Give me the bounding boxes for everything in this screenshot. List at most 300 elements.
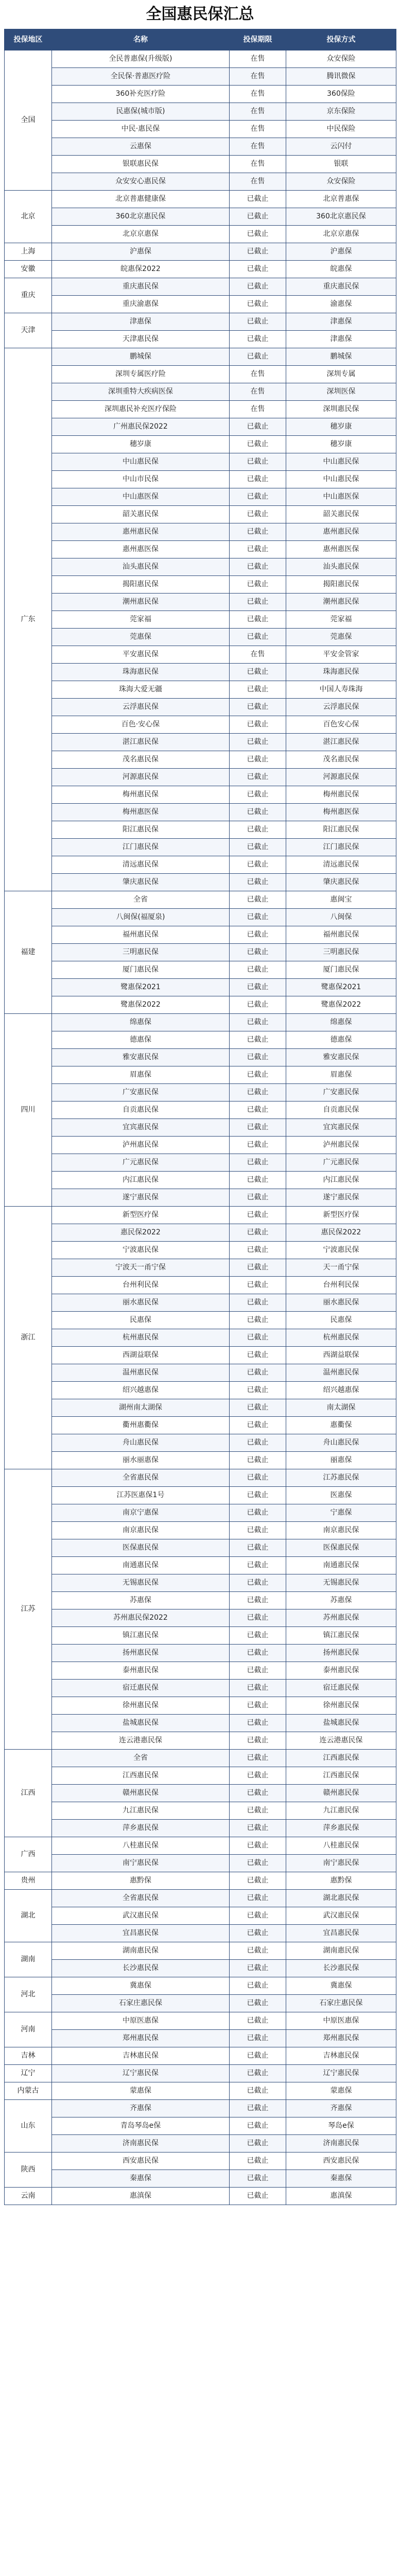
table-row bbox=[5, 1364, 396, 1382]
table-row bbox=[5, 226, 396, 243]
name-cell: 西湖益联保 bbox=[52, 1347, 230, 1364]
method-cell: 湖北惠民保 bbox=[286, 1890, 396, 1907]
name-cell: 360北京惠民保 bbox=[52, 208, 230, 226]
term-cell: 已截止 bbox=[230, 1609, 286, 1627]
term-cell: 已截止 bbox=[230, 2065, 286, 2082]
table-row bbox=[5, 1014, 396, 1031]
table-row bbox=[5, 1101, 396, 1119]
name-cell: 穗岁康 bbox=[52, 436, 230, 453]
method-cell: 萍乡惠民保 bbox=[286, 1820, 396, 1837]
name-cell: 青岛琴岛e保 bbox=[52, 2117, 230, 2135]
name-cell: 湛江惠民保 bbox=[52, 734, 230, 751]
table-row bbox=[5, 769, 396, 786]
term-cell: 已截止 bbox=[230, 2170, 286, 2188]
method-cell: 北京京惠保 bbox=[286, 226, 396, 243]
name-cell: 重庆惠民保 bbox=[52, 278, 230, 296]
table-row bbox=[5, 611, 396, 629]
method-cell: 渝惠保 bbox=[286, 296, 396, 313]
term-cell: 已截止 bbox=[230, 769, 286, 786]
table-row bbox=[5, 331, 396, 348]
method-cell: 腾讯微保 bbox=[286, 68, 396, 86]
term-cell: 已截止 bbox=[230, 1084, 286, 1101]
name-cell: 鹭惠保2021 bbox=[52, 979, 230, 996]
term-cell: 已截止 bbox=[230, 2030, 286, 2047]
name-cell: 汕头惠民保 bbox=[52, 558, 230, 576]
name-cell: 全民保·普惠医疗险 bbox=[52, 68, 230, 86]
method-cell: 揭阳惠民保 bbox=[286, 576, 396, 594]
method-cell: 杭州惠民保 bbox=[286, 1329, 396, 1347]
term-cell: 已截止 bbox=[230, 2047, 286, 2065]
name-cell: 皖惠保2022 bbox=[52, 261, 230, 278]
method-cell: 清远惠民保 bbox=[286, 856, 396, 874]
method-cell: 温州惠民保 bbox=[286, 1364, 396, 1382]
table-row bbox=[5, 2135, 396, 2153]
method-cell: 鹭惠保2022 bbox=[286, 996, 396, 1014]
name-cell: 杭州惠民保 bbox=[52, 1329, 230, 1347]
name-cell: 萍乡惠民保 bbox=[52, 1820, 230, 1837]
term-cell: 已截止 bbox=[230, 576, 286, 594]
table-row bbox=[5, 1890, 396, 1907]
method-cell: 湖南惠民保 bbox=[286, 1942, 396, 1960]
table-row bbox=[5, 1119, 396, 1137]
method-cell: 丽水惠民保 bbox=[286, 1294, 396, 1312]
name-cell: 百色·安心保 bbox=[52, 716, 230, 734]
table-row bbox=[5, 594, 396, 611]
table-row bbox=[5, 699, 396, 716]
table-row bbox=[5, 996, 396, 1014]
term-cell: 已截止 bbox=[230, 1767, 286, 1785]
method-cell: 吉林惠民保 bbox=[286, 2047, 396, 2065]
table-row bbox=[5, 1557, 396, 1574]
method-cell: 众安保险 bbox=[286, 50, 396, 68]
term-cell: 已截止 bbox=[230, 1907, 286, 1925]
region-cell: 吉林 bbox=[5, 2047, 52, 2065]
name-cell: 九江惠民保 bbox=[52, 1802, 230, 1820]
term-cell: 已截止 bbox=[230, 1645, 286, 1662]
term-cell: 已截止 bbox=[230, 1820, 286, 1837]
table-row bbox=[5, 50, 396, 68]
region-cell: 河北 bbox=[5, 1977, 52, 2012]
term-cell: 在售 bbox=[230, 68, 286, 86]
table-row bbox=[5, 1977, 396, 1995]
table-row bbox=[5, 576, 396, 594]
term-cell: 已截止 bbox=[230, 2153, 286, 2170]
name-cell: 银联惠民保 bbox=[52, 156, 230, 173]
term-cell: 已截止 bbox=[230, 1137, 286, 1154]
name-cell: 镇江惠民保 bbox=[52, 1627, 230, 1645]
table-row bbox=[5, 488, 396, 506]
table-row bbox=[5, 2153, 396, 2170]
region-cell: 山东 bbox=[5, 2100, 52, 2153]
table-row bbox=[5, 681, 396, 699]
name-cell: 北京普惠健康保 bbox=[52, 191, 230, 208]
table-row bbox=[5, 138, 396, 156]
name-cell: 德惠保 bbox=[52, 1031, 230, 1049]
method-cell: 徐州惠民保 bbox=[286, 1697, 396, 1715]
method-cell: 江门惠民保 bbox=[286, 839, 396, 856]
method-cell: 津惠保 bbox=[286, 331, 396, 348]
name-cell: 全省 bbox=[52, 1750, 230, 1767]
method-cell: 银联 bbox=[286, 156, 396, 173]
region-cell: 重庆 bbox=[5, 278, 52, 313]
method-cell: 八桂惠民保 bbox=[286, 1837, 396, 1855]
table-body bbox=[5, 50, 396, 2205]
table-row bbox=[5, 839, 396, 856]
table-row bbox=[5, 523, 396, 541]
term-cell: 已截止 bbox=[230, 1662, 286, 1680]
name-cell: 长沙惠民保 bbox=[52, 1960, 230, 1977]
method-cell: 丽惠保 bbox=[286, 1452, 396, 1469]
table-row bbox=[5, 1750, 396, 1767]
term-cell: 在售 bbox=[230, 50, 286, 68]
method-cell: 石家庄惠民保 bbox=[286, 1995, 396, 2012]
term-cell: 在售 bbox=[230, 646, 286, 664]
name-cell: 郑州惠民保 bbox=[52, 2030, 230, 2047]
table-row bbox=[5, 646, 396, 664]
method-cell: 齐惠保 bbox=[286, 2100, 396, 2117]
name-cell: 泸州惠民保 bbox=[52, 1137, 230, 1154]
term-cell: 已截止 bbox=[230, 1802, 286, 1820]
region-cell: 江苏 bbox=[5, 1469, 52, 1750]
name-cell: 宁波惠民保 bbox=[52, 1242, 230, 1259]
term-cell: 已截止 bbox=[230, 1382, 286, 1399]
name-cell: 宿迁惠民保 bbox=[52, 1680, 230, 1697]
method-cell: 医惠保 bbox=[286, 1487, 396, 1504]
table-row bbox=[5, 103, 396, 121]
name-cell: 广安惠民保 bbox=[52, 1084, 230, 1101]
table-row bbox=[5, 2030, 396, 2047]
term-cell: 已截止 bbox=[230, 313, 286, 331]
method-cell: 鹭惠保2021 bbox=[286, 979, 396, 996]
table-row bbox=[5, 1031, 396, 1049]
table-row bbox=[5, 1995, 396, 2012]
table-row bbox=[5, 1837, 396, 1855]
table-row bbox=[5, 1767, 396, 1785]
name-cell: 茂名惠民保 bbox=[52, 751, 230, 769]
term-cell: 已截止 bbox=[230, 1750, 286, 1767]
method-cell: 皖惠保 bbox=[286, 261, 396, 278]
table-row bbox=[5, 1312, 396, 1329]
method-cell: 津惠保 bbox=[286, 313, 396, 331]
method-cell: 内江惠民保 bbox=[286, 1172, 396, 1189]
name-cell: 西安惠民保 bbox=[52, 2153, 230, 2170]
method-cell: 镇江惠民保 bbox=[286, 1627, 396, 1645]
name-cell: 广州惠民保2022 bbox=[52, 418, 230, 436]
method-cell: 新型医疗保 bbox=[286, 1207, 396, 1224]
term-cell: 已截止 bbox=[230, 1977, 286, 1995]
name-cell: 韶关惠民保 bbox=[52, 506, 230, 523]
name-cell: 自贡惠民保 bbox=[52, 1101, 230, 1119]
term-cell: 已截止 bbox=[230, 1399, 286, 1417]
method-cell: 莞惠保 bbox=[286, 629, 396, 646]
method-cell: 琴岛e保 bbox=[286, 2117, 396, 2135]
table-row bbox=[5, 208, 396, 226]
name-cell: 全省惠民保 bbox=[52, 1890, 230, 1907]
term-cell: 已截止 bbox=[230, 471, 286, 488]
term-cell: 已截止 bbox=[230, 2012, 286, 2030]
method-cell: 莞家福 bbox=[286, 611, 396, 629]
table-row bbox=[5, 453, 396, 471]
method-cell: 京东保险 bbox=[286, 103, 396, 121]
method-cell: 辽宁惠民保 bbox=[286, 2065, 396, 2082]
term-cell: 已截止 bbox=[230, 523, 286, 541]
term-cell: 已截止 bbox=[230, 1890, 286, 1907]
name-cell: 全省 bbox=[52, 891, 230, 909]
name-cell: 莞家福 bbox=[52, 611, 230, 629]
table-row bbox=[5, 1382, 396, 1399]
method-cell: 苏州惠民保 bbox=[286, 1609, 396, 1627]
name-cell: 医保惠民保 bbox=[52, 1539, 230, 1557]
table-row bbox=[5, 1242, 396, 1259]
method-cell: 茂名惠民保 bbox=[286, 751, 396, 769]
method-cell: 深圳惠民保 bbox=[286, 401, 396, 418]
name-cell: 惠州惠医保 bbox=[52, 541, 230, 558]
region-cell: 贵州 bbox=[5, 1872, 52, 1890]
name-cell: 揭阳惠民保 bbox=[52, 576, 230, 594]
table-row bbox=[5, 2082, 396, 2100]
table-row bbox=[5, 1469, 396, 1487]
name-cell: 舟山惠民保 bbox=[52, 1434, 230, 1452]
term-cell: 已截止 bbox=[230, 1715, 286, 1732]
table-row bbox=[5, 1452, 396, 1469]
name-cell: 连云港惠民保 bbox=[52, 1732, 230, 1750]
header-method: 投保方式 bbox=[286, 29, 396, 50]
method-cell: 惠衢保 bbox=[286, 1417, 396, 1434]
table-row bbox=[5, 1189, 396, 1207]
term-cell: 已截止 bbox=[230, 1574, 286, 1592]
method-cell: 惠民保2022 bbox=[286, 1224, 396, 1242]
term-cell: 已截止 bbox=[230, 1504, 286, 1522]
name-cell: 赣州惠民保 bbox=[52, 1785, 230, 1802]
name-cell: 惠州惠民保 bbox=[52, 523, 230, 541]
name-cell: 泰州惠民保 bbox=[52, 1662, 230, 1680]
name-cell: 云浮惠民保 bbox=[52, 699, 230, 716]
table-row bbox=[5, 506, 396, 523]
term-cell: 已截止 bbox=[230, 594, 286, 611]
method-cell: 扬州惠民保 bbox=[286, 1645, 396, 1662]
table-row bbox=[5, 1802, 396, 1820]
table-row bbox=[5, 2065, 396, 2082]
term-cell: 已截止 bbox=[230, 1277, 286, 1294]
term-cell: 已截止 bbox=[230, 786, 286, 804]
term-cell: 已截止 bbox=[230, 891, 286, 909]
table-row bbox=[5, 2012, 396, 2030]
table-row bbox=[5, 1224, 396, 1242]
table-row bbox=[5, 191, 396, 208]
table-row bbox=[5, 786, 396, 804]
table-row bbox=[5, 1066, 396, 1084]
table-row bbox=[5, 1172, 396, 1189]
name-cell: 南京宁惠保 bbox=[52, 1504, 230, 1522]
term-cell: 在售 bbox=[230, 383, 286, 401]
name-cell: 民惠保 bbox=[52, 1312, 230, 1329]
name-cell: 珠海大爱无疆 bbox=[52, 681, 230, 699]
table-row bbox=[5, 86, 396, 103]
term-cell: 已截止 bbox=[230, 1242, 286, 1259]
name-cell: 扬州惠民保 bbox=[52, 1645, 230, 1662]
table-row bbox=[5, 401, 396, 418]
term-cell: 已截止 bbox=[230, 716, 286, 734]
term-cell: 已截止 bbox=[230, 821, 286, 839]
table-row bbox=[5, 856, 396, 874]
term-cell: 已截止 bbox=[230, 996, 286, 1014]
term-cell: 在售 bbox=[230, 401, 286, 418]
method-cell: 天一甬宁保 bbox=[286, 1259, 396, 1277]
name-cell: 平安惠民保 bbox=[52, 646, 230, 664]
method-cell: 中国人寿珠海 bbox=[286, 681, 396, 699]
method-cell: 韶关惠民保 bbox=[286, 506, 396, 523]
table-row bbox=[5, 1697, 396, 1715]
method-cell: 惠闽宝 bbox=[286, 891, 396, 909]
table-row bbox=[5, 1417, 396, 1434]
table-row bbox=[5, 156, 396, 173]
term-cell: 已截止 bbox=[230, 926, 286, 944]
table-row bbox=[5, 1732, 396, 1750]
term-cell: 已截止 bbox=[230, 2188, 286, 2205]
name-cell: 八闽保(福厦泉) bbox=[52, 909, 230, 926]
table-row bbox=[5, 926, 396, 944]
method-cell: 云闪付 bbox=[286, 138, 396, 156]
method-cell: 穗岁康 bbox=[286, 436, 396, 453]
name-cell: 重庆渝惠保 bbox=[52, 296, 230, 313]
method-cell: 惠滇保 bbox=[286, 2188, 396, 2205]
table-row bbox=[5, 348, 396, 366]
region-cell: 全国 bbox=[5, 50, 52, 191]
method-cell: 汕头惠民保 bbox=[286, 558, 396, 576]
name-cell: 南京惠民保 bbox=[52, 1522, 230, 1539]
name-cell: 清远惠民保 bbox=[52, 856, 230, 874]
table-row bbox=[5, 121, 396, 138]
term-cell: 已截止 bbox=[230, 348, 286, 366]
method-cell: 惠州惠医保 bbox=[286, 541, 396, 558]
name-cell: 绍兴越惠保 bbox=[52, 1382, 230, 1399]
method-cell: 穗岁康 bbox=[286, 418, 396, 436]
method-cell: 西安惠民保 bbox=[286, 2153, 396, 2170]
method-cell: 宜昌惠民保 bbox=[286, 1925, 396, 1942]
method-cell: 百色安心保 bbox=[286, 716, 396, 734]
term-cell: 已截止 bbox=[230, 734, 286, 751]
name-cell: 绵惠保 bbox=[52, 1014, 230, 1031]
name-cell: 眉惠保 bbox=[52, 1066, 230, 1084]
header-row bbox=[5, 29, 396, 50]
term-cell: 已截止 bbox=[230, 856, 286, 874]
term-cell: 已截止 bbox=[230, 2135, 286, 2153]
method-cell: 深圳专属 bbox=[286, 366, 396, 383]
region-cell: 广西 bbox=[5, 1837, 52, 1872]
table-row bbox=[5, 2188, 396, 2205]
name-cell: 梅州惠民保 bbox=[52, 786, 230, 804]
term-cell: 已截止 bbox=[230, 1680, 286, 1697]
term-cell: 已截止 bbox=[230, 418, 286, 436]
method-cell: 中山惠民保 bbox=[286, 471, 396, 488]
name-cell: 天津惠民保 bbox=[52, 331, 230, 348]
name-cell: 蒙惠保 bbox=[52, 2082, 230, 2100]
table-row bbox=[5, 1154, 396, 1172]
method-cell: 九江惠民保 bbox=[286, 1802, 396, 1820]
method-cell: 德惠保 bbox=[286, 1031, 396, 1049]
name-cell: 江西惠民保 bbox=[52, 1767, 230, 1785]
term-cell: 已截止 bbox=[230, 488, 286, 506]
method-cell: 武汉惠民保 bbox=[286, 1907, 396, 1925]
term-cell: 已截止 bbox=[230, 1942, 286, 1960]
name-cell: 全民普惠保(升级版) bbox=[52, 50, 230, 68]
term-cell: 已截止 bbox=[230, 909, 286, 926]
table-row bbox=[5, 313, 396, 331]
method-cell: 中民保险 bbox=[286, 121, 396, 138]
name-cell: 吉林惠民保 bbox=[52, 2047, 230, 2065]
table-row bbox=[5, 1137, 396, 1154]
table-row bbox=[5, 961, 396, 979]
table-row bbox=[5, 891, 396, 909]
table-row bbox=[5, 1609, 396, 1627]
method-cell: 宿迁惠民保 bbox=[286, 1680, 396, 1697]
name-cell: 鹭惠保2022 bbox=[52, 996, 230, 1014]
name-cell: 衢州惠衢保 bbox=[52, 1417, 230, 1434]
term-cell: 已截止 bbox=[230, 839, 286, 856]
name-cell: 八桂惠民保 bbox=[52, 1837, 230, 1855]
table-row bbox=[5, 1084, 396, 1101]
name-cell: 江苏医惠保1号 bbox=[52, 1487, 230, 1504]
method-cell: 民惠保 bbox=[286, 1312, 396, 1329]
method-cell: 宜宾惠民保 bbox=[286, 1119, 396, 1137]
method-cell: 长沙惠民保 bbox=[286, 1960, 396, 1977]
table-row bbox=[5, 1592, 396, 1609]
table-row bbox=[5, 1680, 396, 1697]
name-cell: 辽宁惠民保 bbox=[52, 2065, 230, 2082]
term-cell: 已截止 bbox=[230, 1364, 286, 1382]
table-row bbox=[5, 909, 396, 926]
table-row bbox=[5, 296, 396, 313]
name-cell: 石家庄惠民保 bbox=[52, 1995, 230, 2012]
table-row bbox=[5, 1434, 396, 1452]
method-cell: 鹏城保 bbox=[286, 348, 396, 366]
name-cell: 湖州南太湖保 bbox=[52, 1399, 230, 1417]
term-cell: 已截止 bbox=[230, 1452, 286, 1469]
name-cell: 广元惠民保 bbox=[52, 1154, 230, 1172]
name-cell: 360补充医疗险 bbox=[52, 86, 230, 103]
term-cell: 已截止 bbox=[230, 1049, 286, 1066]
term-cell: 已截止 bbox=[230, 2082, 286, 2100]
term-cell: 已截止 bbox=[230, 243, 286, 261]
term-cell: 在售 bbox=[230, 86, 286, 103]
method-cell: 绵惠保 bbox=[286, 1014, 396, 1031]
term-cell: 已截止 bbox=[230, 278, 286, 296]
name-cell: 鹏城保 bbox=[52, 348, 230, 366]
name-cell: 苏州惠民保2022 bbox=[52, 1609, 230, 1627]
term-cell: 已截止 bbox=[230, 208, 286, 226]
term-cell: 已截止 bbox=[230, 436, 286, 453]
method-cell: 肇庆惠民保 bbox=[286, 874, 396, 891]
method-cell: 绍兴越惠保 bbox=[286, 1382, 396, 1399]
name-cell: 丽水丽惠保 bbox=[52, 1452, 230, 1469]
method-cell: 南京惠民保 bbox=[286, 1522, 396, 1539]
method-cell: 珠海惠民保 bbox=[286, 664, 396, 681]
method-cell: 阳江惠民保 bbox=[286, 821, 396, 839]
table-row bbox=[5, 1487, 396, 1504]
method-cell: 宁波惠民保 bbox=[286, 1242, 396, 1259]
term-cell: 已截止 bbox=[230, 961, 286, 979]
term-cell: 已截止 bbox=[230, 1312, 286, 1329]
method-cell: 西湖益联保 bbox=[286, 1347, 396, 1364]
region-cell: 北京 bbox=[5, 191, 52, 243]
table-row bbox=[5, 1785, 396, 1802]
name-cell: 丽水惠民保 bbox=[52, 1294, 230, 1312]
method-cell: 众安保险 bbox=[286, 173, 396, 191]
table-row bbox=[5, 366, 396, 383]
name-cell: 厦门惠民保 bbox=[52, 961, 230, 979]
method-cell: 广安惠民保 bbox=[286, 1084, 396, 1101]
term-cell: 已截止 bbox=[230, 1417, 286, 1434]
